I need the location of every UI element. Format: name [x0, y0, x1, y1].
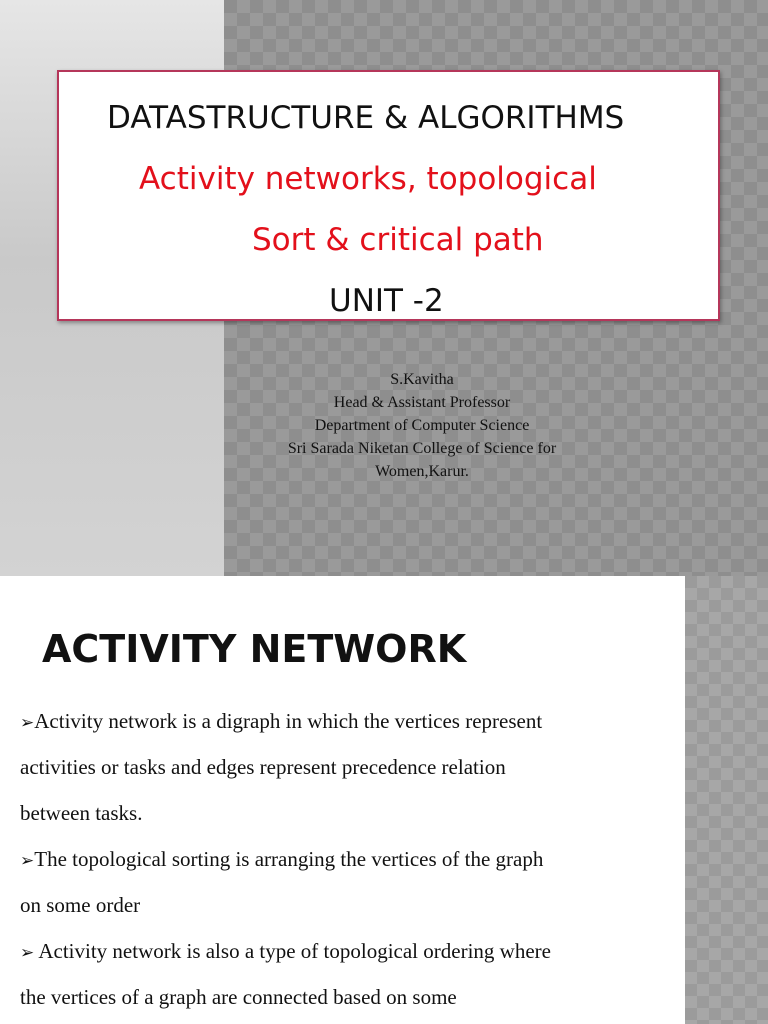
- continuation-line: [20, 974, 680, 1020]
- author-block: [240, 368, 604, 483]
- author-name: S.Kavitha: [390, 371, 454, 388]
- slide-title: ACTIVITY NETWORK: [42, 627, 467, 671]
- continuation-line: [20, 790, 680, 836]
- bullet-line-1: [20, 698, 680, 744]
- topic-subtitle-line-2: Sort & critical path: [252, 222, 544, 258]
- line-text: activities or tasks and edges represent precedence relation: [20, 755, 506, 779]
- author-college-line-1: Sri Sarada Niketan College of Science for: [287, 440, 557, 457]
- course-heading: DATASTRUCTURE & ALGORITHMS: [107, 100, 625, 136]
- slide-body: [20, 698, 680, 1020]
- continuation-line: [20, 744, 680, 790]
- author-department: Department of Computer Science: [314, 417, 530, 434]
- line-text: The topological sorting is arranging the vertices of the graph: [34, 847, 544, 871]
- content-slide: [0, 576, 768, 1024]
- continuation-line: [20, 882, 680, 928]
- line-text: Activity network is also a type of topological ordering where: [34, 939, 551, 963]
- arrowhead-bullet-icon: ➢: [20, 851, 35, 870]
- author-college-line-2: Women,Karur.: [375, 463, 469, 480]
- line-text: on some order: [20, 893, 141, 917]
- topic-subtitle-line-1: Activity networks, topological: [139, 161, 597, 197]
- line-text: Activity network is a digraph in which the vertices represent: [34, 709, 543, 733]
- unit-label: UNIT -2: [329, 283, 444, 319]
- line-text: the vertices of a graph are connected based on some: [20, 985, 457, 1009]
- bullet-line-3: [20, 928, 680, 974]
- author-designation: Head & Assistant Professor: [333, 394, 511, 411]
- patterned-side-strip: [685, 576, 768, 1024]
- title-box: [57, 70, 720, 321]
- bullet-line-2: [20, 836, 680, 882]
- arrowhead-bullet-icon: ➢: [20, 713, 35, 732]
- arrowhead-bullet-icon: ➢: [20, 943, 35, 962]
- line-text: between tasks.: [20, 801, 143, 825]
